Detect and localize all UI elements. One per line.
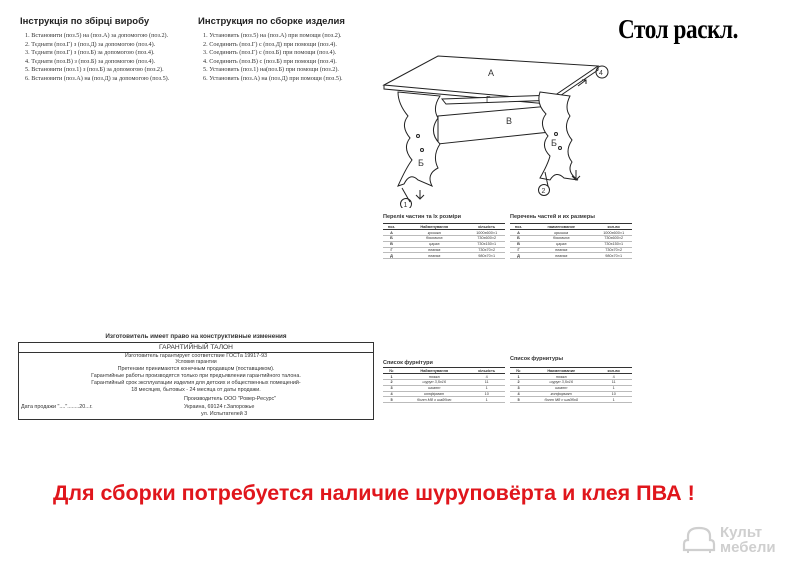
table-cell: ножка: [527, 374, 595, 380]
instructions-ua-steps: [25, 32, 195, 84]
table-cell: 5: [510, 397, 527, 403]
brand-watermark: [682, 520, 794, 560]
table-cell: 3: [383, 385, 400, 391]
table-cell: 10: [468, 391, 505, 397]
table-cell: планка: [400, 253, 468, 259]
table-cell: Б: [383, 235, 400, 241]
table-header-cell: Наименование: [527, 368, 595, 374]
table-cell: 4: [468, 374, 505, 380]
table-row: [383, 253, 505, 259]
table-header-cell: Найменування: [400, 224, 468, 230]
table-cell: крышка: [527, 230, 595, 236]
table-cell: 1: [510, 374, 527, 380]
table-cell: 4: [510, 391, 527, 397]
table-cell: кришка: [400, 230, 468, 236]
table-row: [383, 397, 505, 403]
table-cell: 1: [468, 385, 505, 391]
table-cell: планка: [400, 247, 468, 253]
marker-2: 2: [541, 188, 546, 195]
table-cell: Б: [510, 235, 527, 241]
table-cell: болт М8 с шайбой: [527, 397, 595, 403]
marker-4: 4: [599, 70, 603, 77]
table-cell: 980х70×1: [468, 253, 505, 259]
table-cell: 4: [383, 391, 400, 397]
table-header-cell: №: [510, 368, 527, 374]
table-cell: Д: [383, 253, 400, 259]
table-header-cell: поз.: [383, 224, 400, 230]
warranty-line-4: 18 месяцев, бытовых - 24 месяца от даты продажи.: [131, 387, 261, 393]
parts-ua-table: [383, 223, 505, 259]
table-header-cell: Найменування: [400, 368, 468, 374]
table-cell: планка: [527, 247, 595, 253]
warranty-card: [18, 342, 374, 420]
warranty-line-2: Гарантийные работы производятся только при предъявлении гарантийного талона.: [91, 373, 301, 379]
table-header-cell: поз.: [510, 224, 527, 230]
instruction-step: 6. Установить (поз.А) на (поз.Д) при помощи (поз.5).: [203, 74, 343, 82]
parts-ua-title: Перелік частин та їх розміри: [383, 214, 461, 220]
instruction-step: 3. Тєднати (поз.Г) з (поз.Б) за допомогою (поз.4).: [25, 49, 155, 57]
hardware-ru-title: Список фурнитуры: [510, 356, 564, 362]
instruction-step: 4. Соединить (поз.В) с (поз.Б) при помощи (поз.4).: [203, 57, 337, 65]
table-cell: 1: [383, 374, 400, 380]
table-cell: ножка: [400, 374, 468, 380]
tools-banner: Для сборки потребуется наличие шуруповёрта и клея ПВА !: [53, 481, 695, 505]
table-cell: боковина: [527, 235, 595, 241]
side-panel-left: [398, 92, 440, 186]
table-header-cell: кол-во: [595, 224, 632, 230]
warranty-maker-2: Украина, 69124 г.Запорожье: [184, 404, 255, 410]
label-g: Г: [486, 95, 491, 104]
table-cell: 4: [595, 374, 632, 380]
table-cell: конфирмат: [527, 391, 595, 397]
table-cell: А: [510, 230, 527, 236]
table-cell: планка: [527, 253, 595, 259]
label-b-apron: В: [506, 116, 513, 126]
armchair-icon: [682, 524, 716, 554]
table-cell: 3: [510, 385, 527, 391]
instruction-step: 1. Установить (поз.5) на (поз.А) при помощи (поз.2).: [203, 32, 342, 39]
table-cell: 980х70×1: [595, 253, 632, 259]
warranty-maker-1: Производитель ООО "Ровер-Ресурс": [184, 396, 277, 402]
hardware-ua-title: Список фурнітури: [383, 360, 433, 366]
table-cell: 10: [595, 391, 632, 397]
table-header-cell: №: [383, 368, 400, 374]
page-title: Стол раскл.: [618, 14, 739, 44]
table-cell: 730х150×1: [595, 241, 632, 247]
warranty-line-1: Претензии принимаются конечным продавцом (поставщиком).: [117, 366, 275, 372]
table-cell: А: [383, 230, 400, 236]
label-b-right: Б: [551, 138, 557, 148]
label-b-left: Б: [418, 158, 424, 168]
warranty-sale-date: Дата продажи "...."........20...г.: [21, 404, 93, 410]
watermark-line-2: мебели: [720, 539, 776, 556]
table-cell: 11: [595, 379, 632, 385]
warranty-title: ГАРАНТИЙНЫЙ ТАЛОН: [19, 344, 373, 353]
parts-ru-table: [510, 223, 632, 259]
table-cell: шуруп 3,5х16: [527, 379, 595, 385]
table-row: [510, 397, 632, 403]
table-header-cell: кількість: [468, 368, 505, 374]
table-cell: 1: [595, 385, 632, 391]
table-cell: царга: [527, 241, 595, 247]
table-row: [510, 253, 632, 259]
table-cell: 730х600×2: [595, 235, 632, 241]
instruction-step: 5. Установить (поз.1) на(поз.Б) при помощи (поз.2).: [203, 66, 339, 74]
instruction-step: 2. Соединить (поз.Г) с (поз.Д) при помощи (поз.4).: [203, 40, 337, 48]
table-cell: 1000х600×1: [468, 230, 505, 236]
side-panel-right: [539, 92, 578, 180]
table-header-cell: кол-во: [595, 368, 632, 374]
warranty-gost: Изготовитель гарантирует соответствие ГОСТа 19917-93: [124, 353, 268, 359]
table-cell: 730х150×1: [468, 241, 505, 247]
instructions-ru-heading: Инструкция по сборке изделия: [198, 16, 345, 27]
table-cell: 730х70×2: [468, 247, 505, 253]
apron-b: [438, 106, 550, 144]
parts-ru-title: Перечень частей и их размеры: [510, 214, 595, 220]
table-cell: 1: [595, 397, 632, 403]
warranty-conditions: Условия гарантии: [175, 359, 217, 365]
table-cell: боковина: [400, 235, 468, 241]
table-header-cell: наименование: [527, 224, 595, 230]
marker-1: 1: [403, 202, 408, 208]
table-cell: шуруп 3,5х16: [400, 379, 468, 385]
warranty-line-3: Гарантийный срок эксплуатации изделия для детских и общественных помещений-: [91, 380, 301, 386]
table-cell: шкант: [527, 385, 595, 391]
table-cell: 2: [383, 379, 400, 385]
instruction-step: 2. Тєднати (поз.Г) з (поз.Д) за допомогою (поз.4).: [25, 40, 156, 48]
instructions-ua-heading: Інструкція по збірці виробу: [20, 16, 150, 27]
table-cell: Г: [510, 247, 527, 253]
instruction-step: 1. Встановити (поз.5) на (поз.А) за допомогою (поз.2).: [25, 32, 169, 39]
table-cell: 1000х600×1: [595, 230, 632, 236]
watermark-line-1: Культ: [720, 524, 763, 541]
arrow-left-bottom: [416, 190, 424, 199]
warranty-maker-3: ул. Испытателей 3: [201, 411, 248, 417]
table-cell: царга: [400, 241, 468, 247]
table-cell: 11: [468, 379, 505, 385]
hardware-ru-table: [510, 367, 632, 403]
instruction-step: 4. Тєднати (поз.В) з (поз.Б) за допомогою (поз.4).: [25, 57, 156, 65]
table-cell: болт М8 з шайбою: [400, 397, 468, 403]
label-a: А: [488, 68, 495, 78]
instructions-ru-steps: [203, 32, 373, 84]
table-cell: конфірмат: [400, 391, 468, 397]
instruction-step: 5. Встановити (поз.1) з (поз.Б) за допомогою (поз.2).: [25, 66, 164, 74]
warranty-notice: Изготовитель имеет право на конструктивные изменения: [105, 333, 287, 340]
table-cell: Г: [383, 247, 400, 253]
table-cell: 2: [510, 379, 527, 385]
table-cell: 5: [383, 397, 400, 403]
instruction-step: 3. Соединить (поз.Г) с (поз.Б) при помощи (поз.4).: [203, 49, 337, 57]
table-assembly-drawing: [380, 52, 612, 208]
table-cell: Д: [510, 253, 527, 259]
table-cell: 730х70×2: [595, 247, 632, 253]
table-cell: 730х600×2: [468, 235, 505, 241]
table-header-cell: кількість: [468, 224, 505, 230]
table-cell: В: [383, 241, 400, 247]
instruction-step: 6. Встановити (поз.А) на (поз.Д) за допомогою (поз.5).: [25, 74, 170, 82]
table-cell: В: [510, 241, 527, 247]
hardware-ua-table: [383, 367, 505, 403]
table-cell: шкант: [400, 385, 468, 391]
table-cell: 1: [468, 397, 505, 403]
